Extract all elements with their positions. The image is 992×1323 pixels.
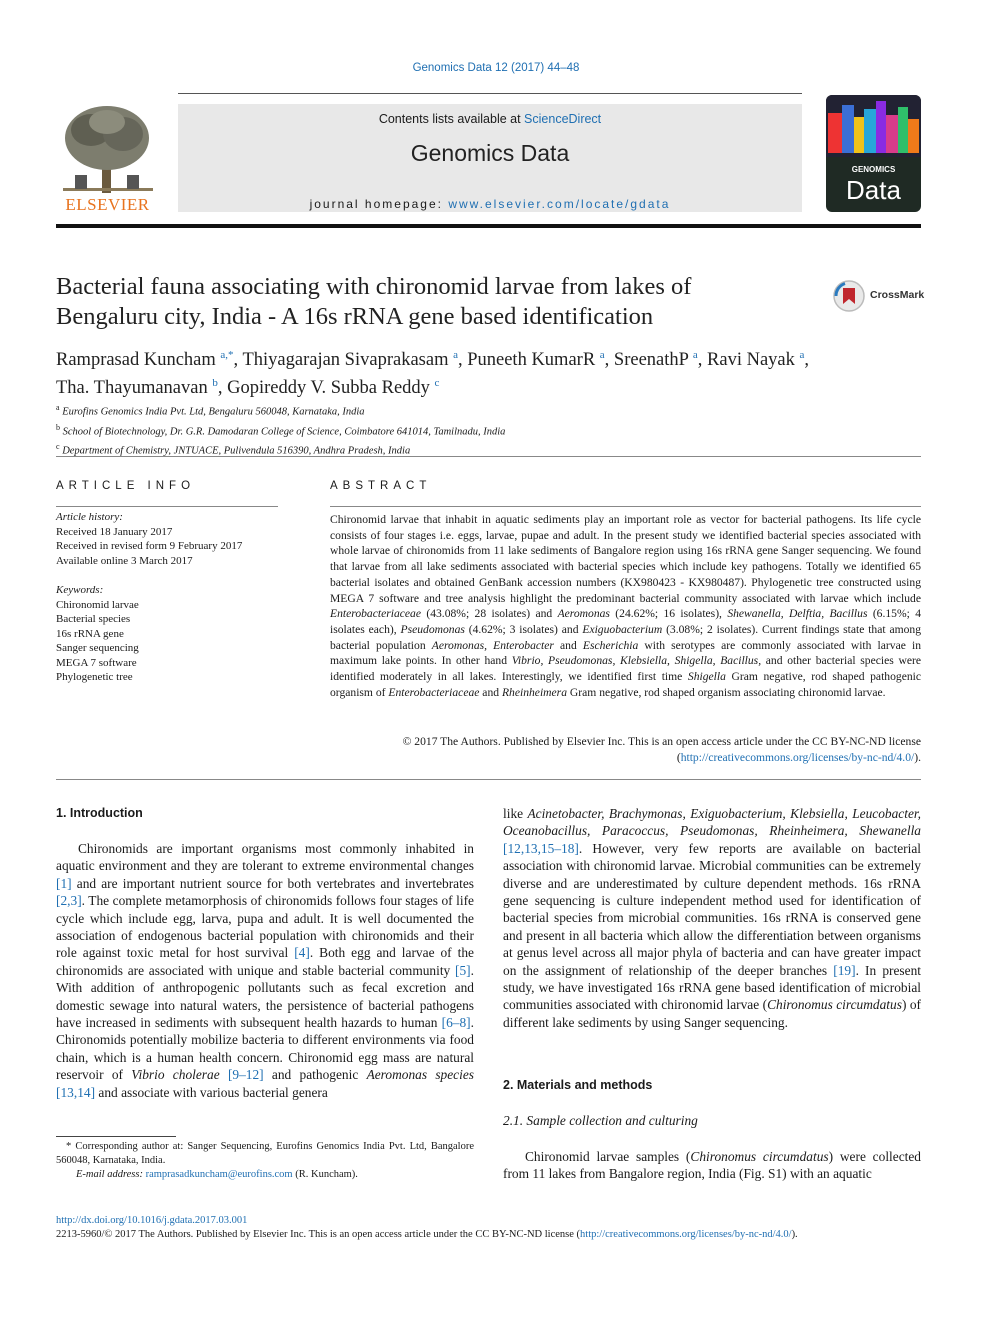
affiliation-item: $^a$ Eurofins Genomics India Pvt. Ltd, Bengaluru 560048, Karnataka, India xyxy=(56,403,365,418)
cover-label-small: GENOMICS xyxy=(851,165,896,174)
sciencedirect-link[interactable]: ScienceDirect xyxy=(524,112,602,126)
article-history: Article history: Received 18 January 2017 Received in revised form 9 February 2017 Available online 3 March 2017 xyxy=(56,511,243,567)
author[interactable]: Thiyagarajan Sivaprakasam $^a$ xyxy=(242,349,458,371)
keyword: Bacterial species xyxy=(56,613,131,625)
introduction-text: Chironomids are important organisms most commonly inhabited in aquatic environment and they are tolerant to extreme environmental changes [1] and are important nutrient source for both vertebrates and invertebrates [2,3]. The complete metamorphosis of chironomids follows four stages of life cycle which include egg, larva, pupa and adult. It is well documented the association of endogenous bacterial population with chironomids and their role against toxic metal for host survival [4]. Both egg and larvae of the chironomids are associated with unique and stable bacterial community [5]. With addition of anthropogenic pollutants such as fecal excretion and domestic sewage into natural waters, the persistence of bacterial pathogens have increased in sediments with subsequent health hazards to human [6–8]. Chironomids potentially mobilize bacteria to different environments via food chain, which is a human health concern. Chironomid egg mass are natural reservoir of Vibrio cholerae [9–12] and pathogenic Aeromonas species [13,14] and associate with various bacterial genera xyxy=(56,841,475,1100)
author[interactable]: Puneeth KumarR $^a$ xyxy=(467,349,605,371)
keyword: MEGA 7 software xyxy=(56,656,137,669)
article-title: Bacterial fauna associating with chironomid larvae from lakes of Bengaluru city, India - A 16s rRNA gene based identification xyxy=(56,273,692,330)
keyword: 16s rRNA gene xyxy=(56,627,124,640)
journal-cover-image xyxy=(826,95,921,212)
author[interactable]: SreenathP $^a$ xyxy=(613,349,698,371)
doi-link[interactable]: http://dx.doi.org/10.1016/j.gdata.2017.03.001 xyxy=(56,1215,248,1226)
license-link[interactable]: http://creativecommons.org/licenses/by-nc-nd/4.0/ xyxy=(680,750,915,764)
divider xyxy=(56,779,921,780)
author-list: Ramprasad Kuncham $^{a,*}$, Thiyagarajan Sivaprakasam $^a$, Puneeth KumarR $^a$, SreenathP $^a$, Ravi Nayak $^a$, Tha. Thayumanavan $^b$, Gopireddy V. Subba Reddy $^c$ xyxy=(56,349,810,399)
section-heading-materials-methods: 2. Materials and methods xyxy=(503,1078,653,1092)
affiliation-item: $^c$ Department of Chemistry, JNTUACE, Pulivendula 516390, Andhra Pradesh, India xyxy=(56,442,411,457)
abstract-heading: ABSTRACT xyxy=(330,480,432,492)
divider xyxy=(330,506,921,507)
contents-line: Contents lists available at ScienceDirect xyxy=(378,112,602,126)
section-heading-introduction: 1. Introduction xyxy=(56,806,143,820)
crossmark-icon xyxy=(832,279,866,313)
citation-link[interactable]: [4] xyxy=(294,945,310,961)
abstract-copyright: © 2017 The Authors. Published by Elsevier Inc. This is an open access article under the CC BY-NC-ND license (http://creativecommons.org/licenses/by-nc-nd/4.0/). xyxy=(402,735,921,764)
citation-link[interactable]: [5] xyxy=(455,962,471,978)
citation-link[interactable]: [1] xyxy=(56,875,72,891)
author[interactable]: Tha. Thayumanavan $^b$ xyxy=(56,377,218,399)
cover-color-bars-icon xyxy=(826,95,921,157)
author[interactable]: Ramprasad Kuncham $^{a,*}$ xyxy=(56,349,234,371)
citation-link[interactable]: [19] xyxy=(833,962,856,978)
crossmark-button[interactable] xyxy=(832,279,932,313)
header-top-rule xyxy=(178,93,802,94)
homepage-line: journal homepage: www.elsevier.com/locate/gdata xyxy=(309,197,671,211)
keyword: Sanger sequencing xyxy=(56,642,139,654)
keyword: Chironomid larvae xyxy=(56,598,139,611)
journal-header-box xyxy=(178,104,802,212)
affiliation-item: $^b$ School of Biotechnology, Dr. G.R. Damodaran College of Science, Coimbatore 641014, Tamilnadu, India xyxy=(56,422,506,437)
footer-license: 2213-5960/© 2017 The Authors. Published by Elsevier Inc. This is an open access article under the CC BY-NC-ND license (http://creativecommons.org/licenses/by-nc-nd/4.0/). xyxy=(56,1229,798,1240)
elsevier-logo xyxy=(55,100,160,215)
citation-link[interactable]: [12,13,15–18] xyxy=(503,840,579,856)
journal-title: Genomics Data xyxy=(410,140,570,166)
citation-link[interactable]: [13,14] xyxy=(56,1084,96,1100)
keywords: Keywords: Chironomid larvae Bacterial species 16s rRNA gene Sanger sequencing MEGA 7 software Phylogenetic tree xyxy=(56,583,286,685)
methods-text: Chironomid larvae samples (Chironomus circumdatus) were collected from 11 lakes from Bangalore region, India (Fig. S1) with an aquatic xyxy=(503,1149,922,1182)
journal-reference[interactable]: Genomics Data 12 (2017) 44–48 xyxy=(412,62,580,74)
footer-license-link[interactable]: http://creativecommons.org/licenses/by-nc-nd/4.0/ xyxy=(580,1229,792,1240)
corresponding-author-footnote: * Corresponding author at: Sanger Sequencing, Eurofins Genomics India Pvt. Ltd, Bangalore 560048, Karnataka, India. E-mail address: ramprasadkuncham@eurofins.com (R. Kuncham). xyxy=(56,1141,475,1180)
subsection-heading: 2.1. Sample collection and culturing xyxy=(503,1113,698,1128)
citation-link[interactable]: [6–8] xyxy=(441,1015,471,1031)
author[interactable]: Ravi Nayak $^a$ xyxy=(707,349,805,371)
email-link[interactable]: ramprasadkuncham@eurofins.com xyxy=(145,1169,293,1180)
keyword: Phylogenetic tree xyxy=(56,671,133,683)
divider xyxy=(56,506,278,507)
homepage-link[interactable]: www.elsevier.com/locate/gdata xyxy=(448,197,671,211)
article-info-heading: ARTICLE INFO xyxy=(56,480,196,492)
crossmark-label: CrossMark xyxy=(870,289,925,301)
elsevier-wordmark: ELSEVIER xyxy=(65,195,150,214)
footnote-rule xyxy=(56,1136,176,1137)
citation-link[interactable]: [2,3] xyxy=(56,893,82,909)
header-thick-rule xyxy=(56,224,921,228)
author[interactable]: Gopireddy V. Subba Reddy $^c$ xyxy=(227,377,440,399)
citation-link[interactable]: [9–12] xyxy=(227,1067,264,1083)
cover-label-big: Data xyxy=(846,175,901,205)
abstract-text: Chironomid larvae that inhabit in aquatic sediments play an important role as vector for bacterial pathogens. Its life cycle consists of four stages i.e. eggs, larvae, pupae and adult. In the present study we identified bacterial species associated with whole larvae of chironomids from 11 lake sediments of Bangalore region using 16s rRNA gene Sanger sequencing. We found that larvae from all lake sediments associated with bacterial species which include key pathogens. Totally we identified 65 bacterial isolates and obtained GenBank accession numbers (KX980423 - KX980487). Phylogenetic tree constructed using MEGA 7 software and tree analysis highlight the predominant bacterial community associated with larvae which include Enterobacteriaceae (43.08%; 28 isolates) and Aeromonas (24.62%; 16 isolates), Shewanella, Delftia, Bacillus (6.15%; 4 isolates each), Pseudomonas (4.62%; 3 isolates) and Exiguobacterium (3.08%; 2 isolates). Current findings state that among bacterial population Aeromonas, Enterobacter and Escherichia with serotypes are commonly associated with larvae in maximum lake points. In other hand Vibrio, Pseudomonas, Klebsiella, Shigella, Bacillus, and other bacterial species were identified moderately in all lakes. Interestingly, we identified first time Shigella Gram negative, rod shaped pathogenic organism of Enterobacteriaceae and Rheinheimera Gram negative, rod shaped organism associating chironomid larvae. xyxy=(330,513,922,699)
affiliations xyxy=(56,400,916,459)
divider xyxy=(56,456,921,457)
introduction-text-continued: like Acinetobacter, Brachymonas, Exiguobacterium, Klebsiella, Leucobacter, Oceanobacillus, Paracoccus, Pseudomonas, Rheinheimera, Shewanella [12,13,15–18]. However, very few reports are available on bacterial association with chironomid larvae. Microbial communities can be extremely diverse and are underestimated by culture dependent methods. 16s rRNA gene sequencing is culture independent method used for identification of bacterial species from microbial communities. 16s rRNA is conserved gene and present in all bacteria which allow the differentiation between organisms at genus level across all major phyla of bacteria and can have greater impact on the assignment of relationship of the deeper branches [19]. In present study, we have investigated 16s rRNA gene based identification of microbial communities associated with chironomid larvae (Chironomus circumdatus) of different lake sediments by using Sanger sequencing. xyxy=(503,806,921,1030)
